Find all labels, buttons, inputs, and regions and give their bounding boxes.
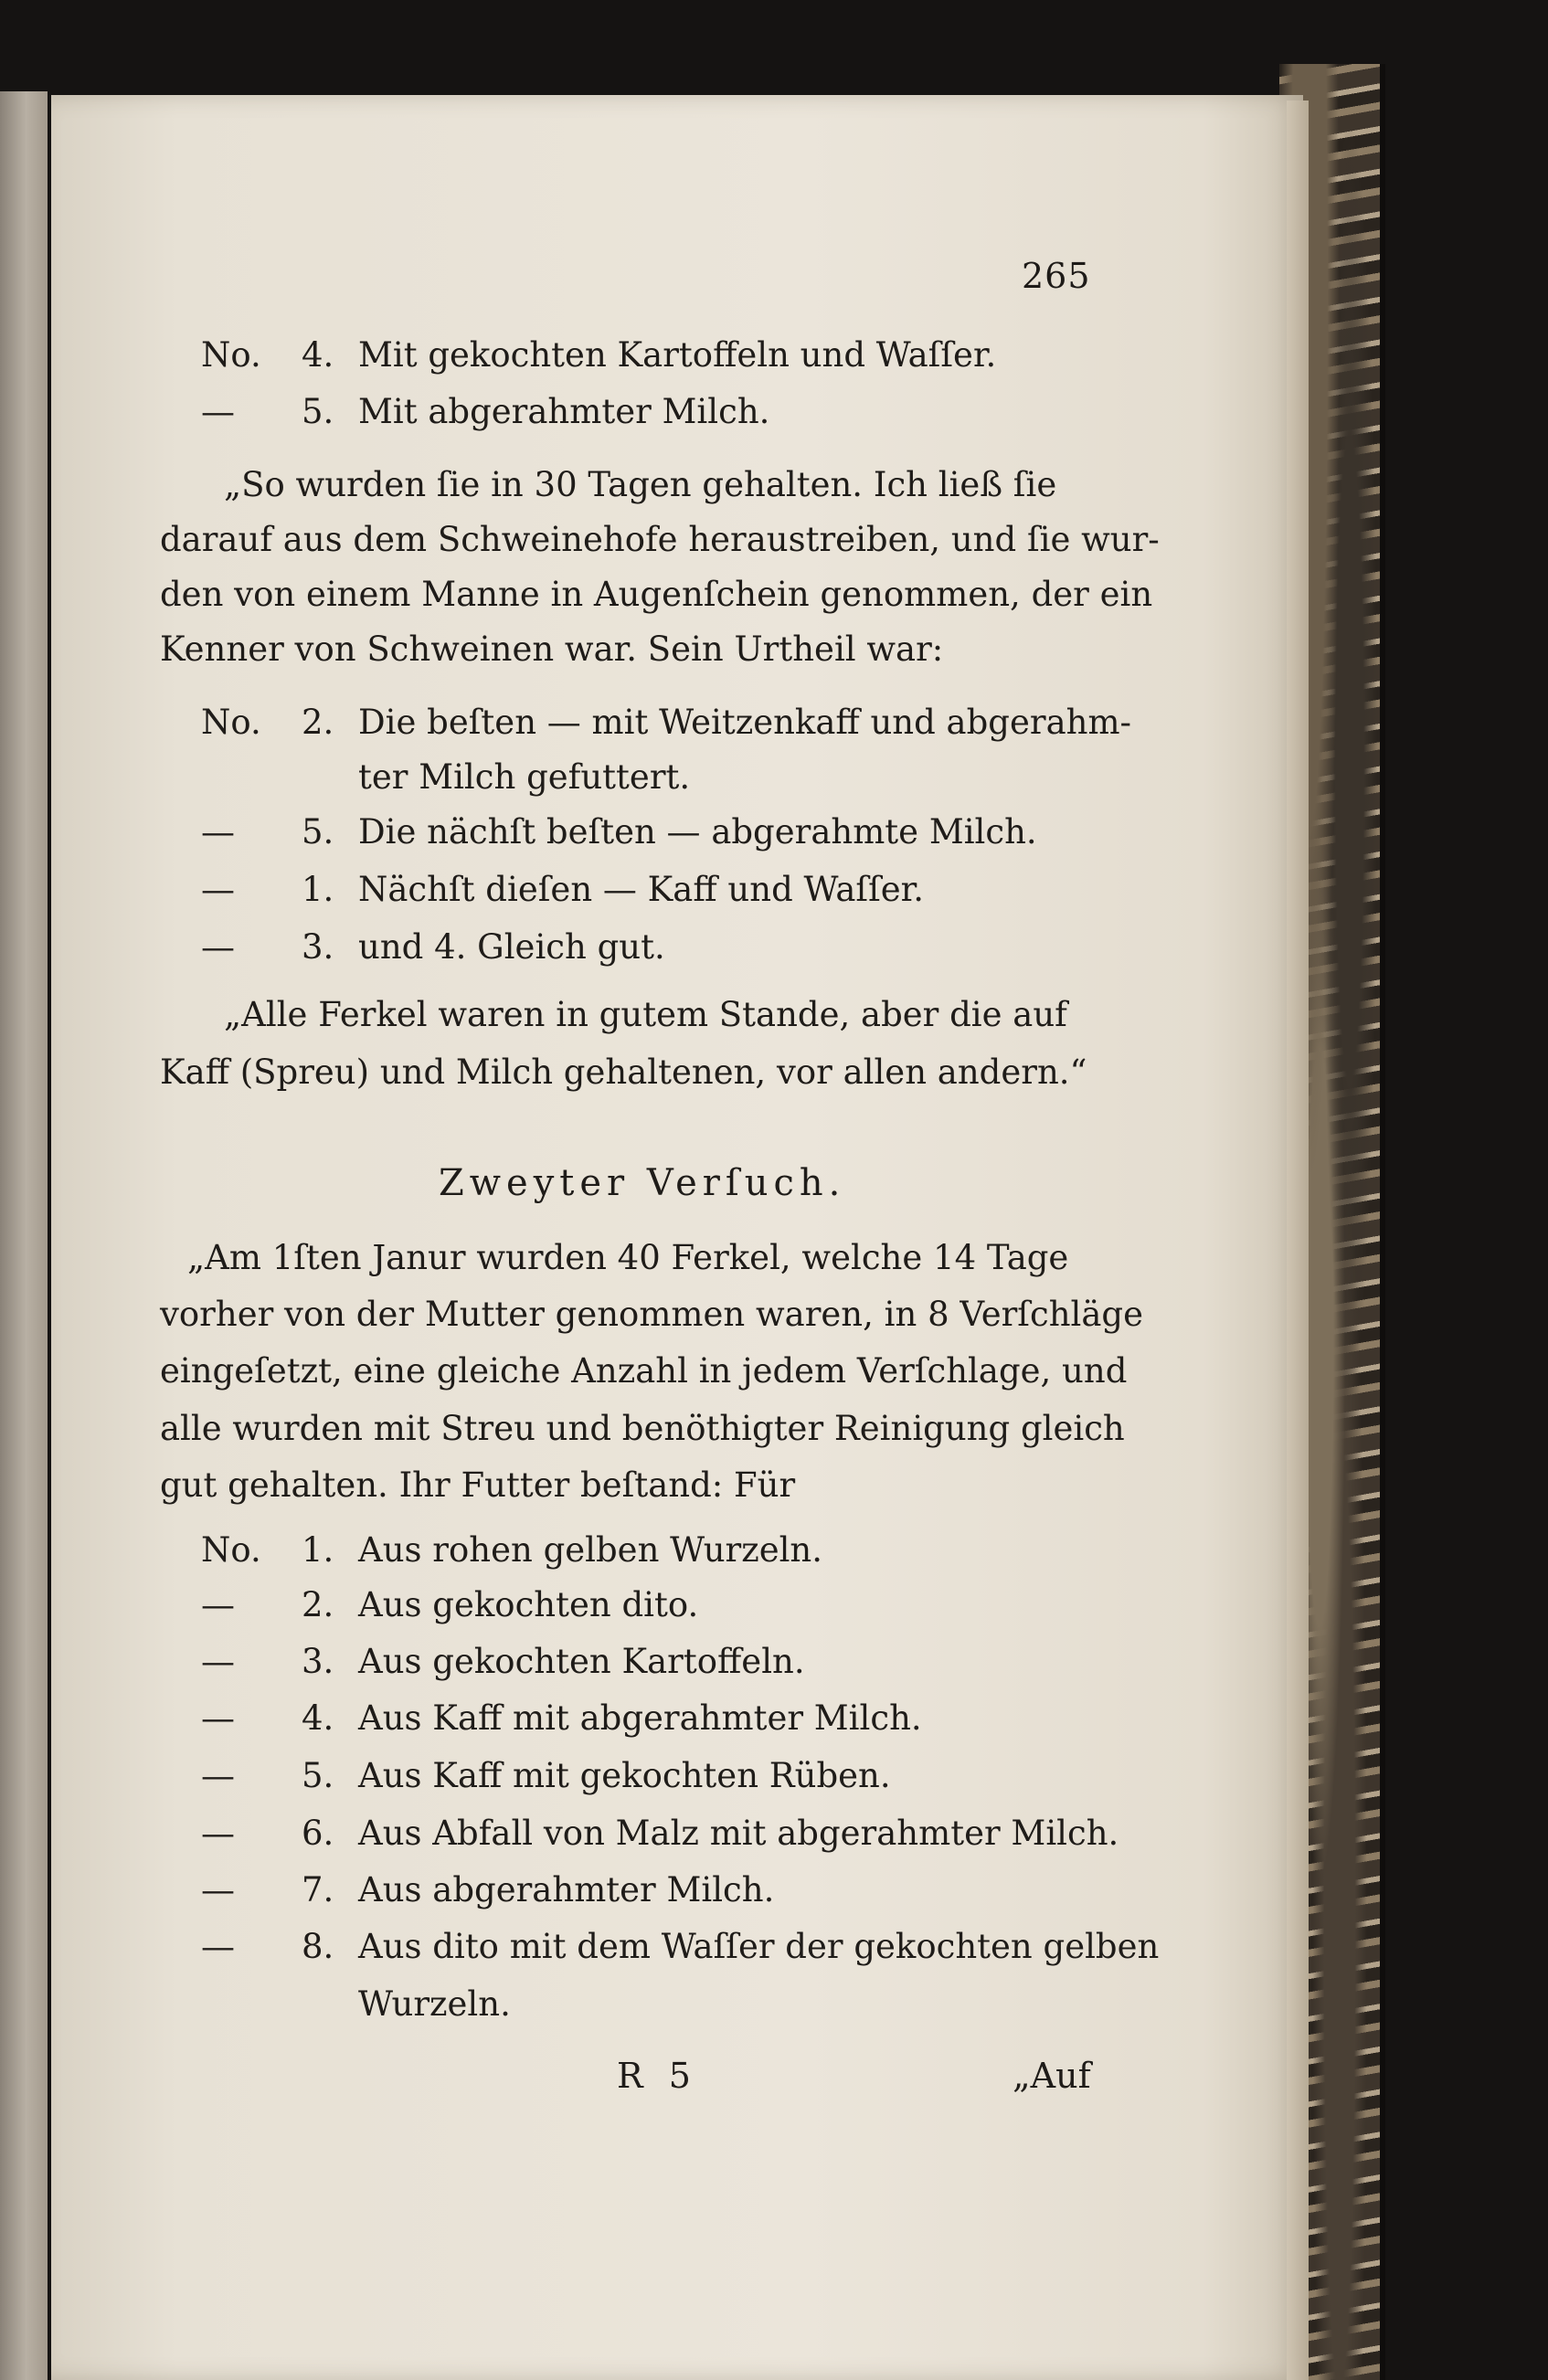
text-line: gut gehalten. Ihr Futter beſtand: Für [160, 1465, 796, 1505]
list-item: No. 1. Aus rohen gelben Wurzeln. [201, 1530, 823, 1570]
page-number: 265 [1022, 256, 1091, 296]
list-item: — 3. Aus gekochten Kartoffeln. [201, 1642, 805, 1681]
page-fore-edge [1287, 100, 1309, 2380]
list-item: — 3. und 4. Gleich gut. [201, 927, 665, 967]
text-line: eingeſetzt, eine gleiche Anzahl in jedem Verſchlage, und [160, 1351, 1128, 1391]
text-line: Kaff (Spreu) und Milch gehaltenen, vor allen andern.“ [160, 1052, 1087, 1092]
list-item: No. 2. Die beſten — mit Weitzenkaff und abgerahm- [201, 703, 1132, 742]
list-item: — 2. Aus gekochten dito. [201, 1585, 699, 1624]
list-item: No. 4. Mit gekochten Kartoffeln und Waſſer. [201, 335, 997, 375]
text-line: darauf aus dem Schweinehofe heraustreiben, und ſie wur- [160, 520, 1160, 559]
list-item: — 7. Aus abgerahmter Milch. [201, 1870, 775, 1909]
text-line: „So wurden ſie in 30 Tagen gehalten. Ich ließ ſie [224, 465, 1057, 504]
list-item: Wurzeln. [358, 1984, 511, 2024]
text-line: den von einem Manne in Augenſchein genommen, der ein [160, 575, 1153, 614]
text-line: Kenner von Schweinen war. Sein Urtheil war: [160, 629, 944, 669]
text-line: „Alle Ferkel waren in gutem Stande, aber die auf [224, 995, 1067, 1034]
list-item: — 4. Aus Kaff mit abgerahmter Milch. [201, 1698, 922, 1738]
list-item: — 8. Aus dito mit dem Waſſer der gekochten gelben [201, 1927, 1160, 1966]
list-item: — 5. Mit abgerahmter Milch. [201, 392, 770, 431]
list-item: — 6. Aus Abfall von Malz mit abgerahmter Milch. [201, 1814, 1119, 1853]
list-item: — 1. Nächſt dieſen — Kaff und Waſſer. [201, 870, 925, 909]
signature-mark: R 5 [617, 2056, 698, 2096]
catchword: „Auf [1013, 2056, 1091, 2096]
section-heading: Zweyter Verſuch. [439, 1162, 846, 1204]
list-item: ter Milch gefuttert. [358, 757, 691, 797]
text-line: vorher von der Mutter genommen waren, in 8 Verſchläge [160, 1295, 1143, 1334]
text-line: alle wurden mit Streu und benöthigter Reinigung gleich [160, 1409, 1125, 1448]
list-item: — 5. Aus Kaff mit gekochten Rüben. [201, 1756, 891, 1795]
text-line: „Am 1ſten Janur wurden 40 Ferkel, welche 14 Tage [187, 1238, 1069, 1277]
list-item: — 5. Die nächſt beſten — abgerahmte Milch. [201, 812, 1037, 852]
left-page-edge [0, 91, 48, 2380]
